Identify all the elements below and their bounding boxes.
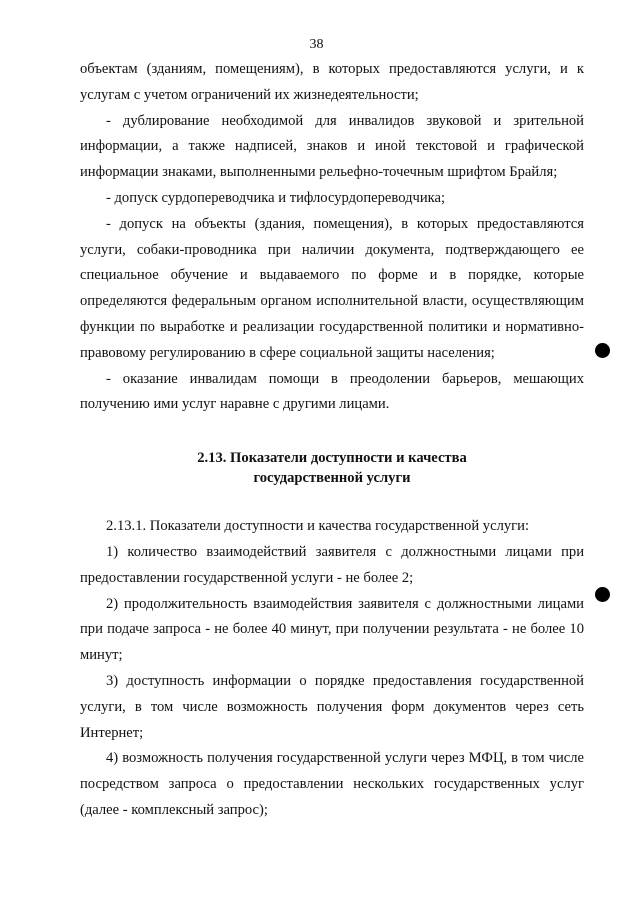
paragraph-indicator-1: 1) количество взаимодействий заявителя с должностными лицами при предоставлении государственной услуги - не более 2; [80, 543, 584, 586]
paragraph-indicator-2: 2) продолжительность взаимодействия заявителя с должностными лицами при подаче запроса - не более 40 минут, при получении результата - не более 10 минут; [80, 595, 584, 664]
scan-mark-dot [595, 343, 610, 358]
spacer [80, 418, 584, 448]
paragraph-indicator-4: 4) возможность получения государственной услуги через МФЦ, в том числе посредством запроса о предоставлении нескольких государственных услуг (далее - комплексный запрос); [80, 750, 584, 818]
section-heading [80, 448, 584, 488]
paragraph-assistance: - оказание инвалидам помощи в преодолении барьеров, мешающих получению ими услуг наравне с другими лицами. [80, 370, 584, 413]
scan-mark-dot [595, 587, 610, 602]
section-heading-line-2: государственной услуги [253, 470, 411, 487]
paragraph-continuation: объектам (зданиям, помещениям), в которых предоставляются услуги, и к услугам с учетом ограничений их жизнедеятельности; [80, 61, 584, 103]
page-number: 38 [309, 37, 324, 52]
paragraph-braille: - дублирование необходимой для инвалидов звуковой и зрительной информации, а также надписей, знаков и иной текстовой и графической информации знаками, выполненными рельефно-точечным шрифтом Брайля; [80, 112, 584, 181]
spacer [80, 488, 584, 514]
paragraph-guide-dog: - допуск на объекты (здания, помещения), в которых предоставляются услуги, собаки-проводника при наличии документа, подтверждающего ее специальное обучение и выдаваемого по форме и в порядке, которые определяются федеральным органом исполнительной власти, осуществляющим функции по выработке и реализации государственной политики и нормативно-правовому регулированию в сфере социальной защиты населения; [80, 215, 584, 361]
paragraph-indicators-intro: 2.13.1. Показатели доступности и качества государственной услуги: [106, 518, 530, 535]
section-heading-line-1: 2.13. Показатели доступности и качества [197, 450, 467, 467]
document-body [80, 57, 584, 824]
paragraph-indicator-3: 3) доступность информации о порядке предоставления государственной услуги, в том числе возможность получения форм документов через сеть Интернет; [80, 672, 584, 741]
paragraph-sign-interpreter: - допуск сурдопереводчика и тифлосурдопереводчика; [106, 189, 446, 206]
